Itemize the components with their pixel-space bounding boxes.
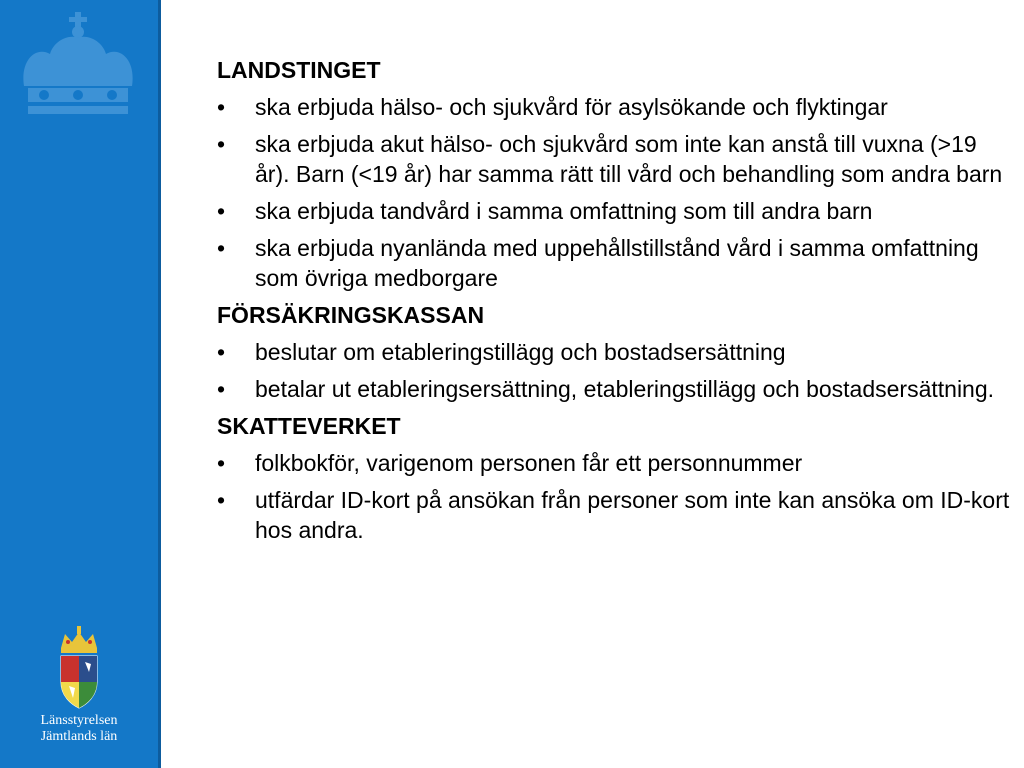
bullet-icon: • [217, 235, 226, 261]
bullet-icon: • [217, 376, 226, 402]
sidebar [0, 0, 158, 768]
org-name [0, 713, 158, 745]
list-item [217, 233, 1017, 293]
list-item [217, 129, 1017, 189]
crown-icon [14, 8, 144, 118]
bullet-list [217, 448, 1017, 545]
bullet-icon: • [217, 339, 226, 365]
list-item-text: ska erbjuda hälso- och sjukvård för asylsökande och flyktingar [255, 94, 888, 120]
bullet-list [217, 92, 1017, 293]
list-item [217, 374, 1017, 404]
section-heading: LANDSTINGET [217, 57, 381, 83]
list-item-text: utfärdar ID-kort på ansökan från personer som inte kan ansöka om ID-kort hos andra. [255, 487, 1010, 543]
org-name-line2: Jämtlands län [40, 729, 118, 744]
list-item-text: beslutar om etableringstillägg och bostadsersättning [255, 339, 786, 365]
section-heading: SKATTEVERKET [217, 413, 401, 439]
bullet-icon: • [217, 131, 226, 157]
section-landstinget [217, 55, 1017, 293]
sidebar-divider [158, 0, 161, 768]
org-name-line1: Länsstyrelsen [40, 713, 118, 728]
bullet-list [217, 337, 1017, 404]
list-item [217, 337, 1017, 367]
bullet-icon: • [217, 450, 226, 476]
coat-of-arms-icon [55, 626, 103, 714]
list-item-text: ska erbjuda nyanlända med uppehållstillstånd vård i samma omfattning som övriga medborgare [255, 235, 979, 291]
section-skatteverket [217, 411, 1017, 545]
section-forsakringskassan [217, 300, 1017, 404]
bullet-icon: • [217, 487, 226, 513]
list-item-text: betalar ut etableringsersättning, etableringstillägg och bostadsersättning. [255, 376, 995, 402]
bullet-icon: • [217, 94, 226, 120]
list-item-text: folkbokför, varigenom personen får ett personnummer [255, 450, 803, 476]
slide-content [217, 55, 1017, 552]
bullet-icon: • [217, 198, 226, 224]
list-item [217, 485, 1017, 545]
list-item-text: ska erbjuda tandvård i samma omfattning som till andra barn [255, 198, 873, 224]
list-item [217, 92, 1017, 122]
section-heading: FÖRSÄKRINGSKASSAN [217, 302, 485, 328]
list-item [217, 196, 1017, 226]
list-item [217, 448, 1017, 478]
list-item-text: ska erbjuda akut hälso- och sjukvård som inte kan anstå till vuxna (>19 år). Barn (<19 år) har samma rätt till vård och behandling som andra barn [255, 131, 1003, 187]
